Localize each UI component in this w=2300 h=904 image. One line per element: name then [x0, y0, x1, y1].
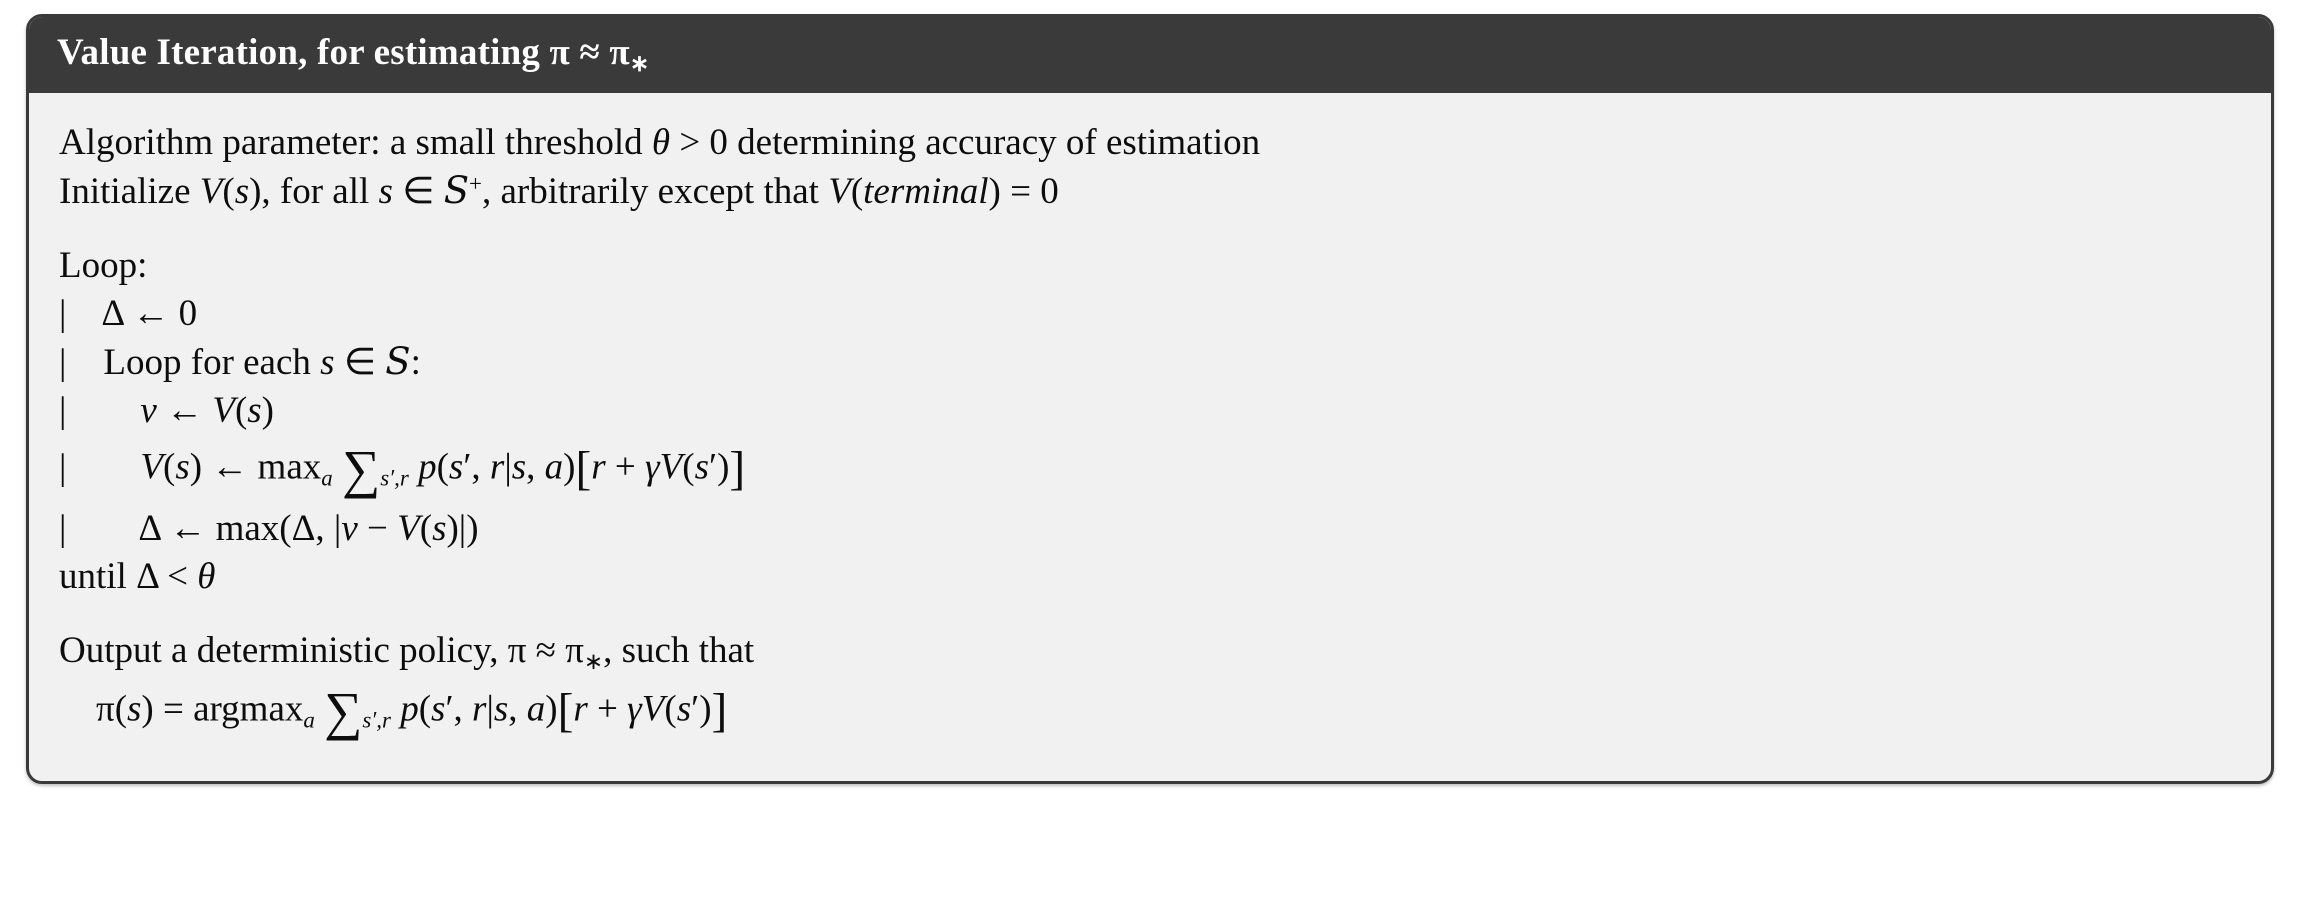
line-loop: Loop: — [59, 245, 148, 287]
algorithm-title-approx: ≈ — [569, 32, 610, 73]
algorithm-title-bar — [29, 17, 2271, 93]
spacer-1 — [59, 216, 2241, 242]
algorithm-title-pi-star-sub: ∗ — [629, 50, 650, 76]
algorithm-box — [26, 14, 2274, 784]
line-loop-each-state: | Loop for each s ∈ S: — [59, 340, 421, 384]
algorithm-title-pi: π — [549, 32, 570, 73]
line-until: until Δ < θ — [59, 556, 216, 598]
line-v-assign: | v ← V(s) — [59, 390, 274, 432]
line-policy: π(s) = argmax$_a$ $\sum_{s',r}$ p(s′, r|s, a)[r + γV(s′)] — [96, 681, 728, 742]
algorithm-title-pi-star-base: π — [609, 32, 630, 73]
line-initialize: Initialize V(s), for all s ∈ S+, arbitrarily except that V(terminal) = 0 — [59, 168, 1059, 212]
line-output: Output a deterministic policy, π ≈ π∗, such that — [59, 630, 755, 675]
spacer-2 — [59, 601, 2241, 627]
line-delta-zero: | Δ ← 0 — [59, 293, 198, 335]
algorithm-body — [29, 93, 2271, 781]
algorithm-title-prefix: Value Iteration, for estimating — [57, 32, 550, 73]
line-param: Algorithm parameter: a small threshold θ > 0 determining accuracy of estimation — [59, 121, 1261, 163]
line-delta-update: | Δ ← max(Δ, |v − V(s)|) — [59, 508, 479, 550]
line-bellman-update: | V(s) ← $\max_a \sum_{s',r}$ p(s′, r|s, a)[r + γV(s′)] — [59, 439, 746, 500]
